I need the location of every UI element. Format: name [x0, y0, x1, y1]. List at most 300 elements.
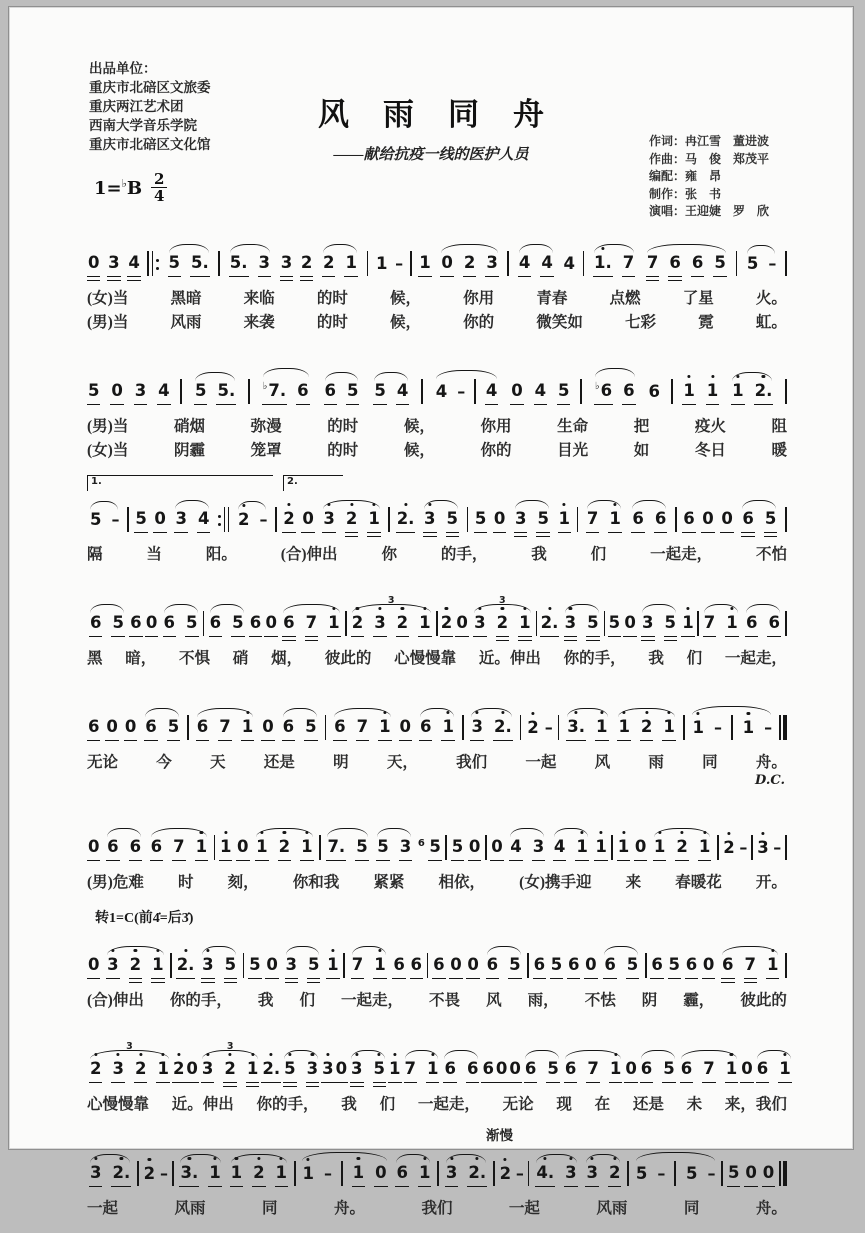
slur-group	[512, 509, 552, 533]
note: 2	[351, 613, 364, 637]
barline	[785, 953, 787, 978]
note: 1	[426, 1059, 439, 1083]
lyric-word: 青春	[536, 290, 568, 307]
lyric-word: 火。	[755, 290, 787, 307]
slur-group	[228, 1163, 290, 1187]
lyric-word: 你用	[480, 418, 512, 435]
octave-dot	[613, 503, 616, 506]
barline	[437, 1161, 439, 1186]
note: 1	[418, 613, 431, 637]
octave-dot	[447, 711, 450, 714]
note: 5	[474, 509, 487, 533]
barline	[445, 835, 447, 860]
barline	[507, 251, 509, 276]
note: 6	[640, 1059, 653, 1083]
note: 1	[698, 837, 711, 861]
lyric-word: 雨	[648, 754, 664, 771]
octave-dot	[283, 831, 286, 834]
note: 1	[378, 717, 391, 741]
octave-dot	[393, 1053, 396, 1056]
note: 5	[304, 717, 317, 741]
note: 2.	[754, 381, 774, 405]
note: 6	[533, 955, 546, 979]
slur-group	[584, 509, 624, 533]
slur-group	[754, 1059, 794, 1083]
bar	[147, 251, 149, 276]
lyric-word: 虹。	[755, 314, 787, 331]
note: 2	[608, 1163, 621, 1187]
note: 0	[335, 1059, 348, 1083]
lyric-word: 在	[594, 1096, 611, 1113]
barline	[785, 379, 787, 404]
octave-dot	[445, 607, 448, 610]
note: 2	[143, 1164, 156, 1187]
octave-dot	[356, 607, 359, 610]
octave-dot	[242, 504, 245, 507]
note: 2	[237, 510, 250, 533]
lyric-word: 一起走，	[417, 1096, 480, 1113]
octave-dot	[575, 711, 578, 714]
octave-dot	[569, 1157, 572, 1160]
credit-line: 制作：张 书	[649, 186, 722, 201]
lyric-word: 我	[648, 650, 664, 667]
octave-dot	[404, 503, 407, 506]
note: 7	[744, 955, 757, 979]
duration-dash: –	[657, 1164, 666, 1183]
lyric-word: 的时	[327, 442, 359, 459]
note: 1	[275, 1163, 288, 1187]
lyric-word: 风	[486, 992, 502, 1009]
barline	[319, 835, 321, 860]
lyric-word: 心慢慢靠	[87, 1096, 150, 1113]
lyric-word: 紧紧	[373, 874, 405, 891]
lyric-word: 一起走，	[724, 650, 787, 667]
slur-group	[227, 253, 273, 277]
credit-line: 作曲：马 俊 郑茂平	[649, 151, 770, 166]
lyric-word: (合)伸出	[87, 992, 144, 1009]
note: 3	[106, 955, 119, 979]
note: 0	[185, 1059, 198, 1083]
octave-dot	[668, 711, 671, 714]
octave-dot	[235, 1157, 238, 1160]
duration-dash: –	[773, 838, 782, 857]
slur-group	[689, 715, 774, 741]
slur-group	[729, 381, 775, 405]
lyric-word: 黑	[87, 650, 103, 667]
octave-dot	[681, 831, 684, 834]
octave-dot	[703, 831, 706, 834]
lyric-word: 我们	[456, 754, 488, 771]
octave-dot	[206, 1053, 209, 1056]
octave-dot	[711, 375, 714, 378]
lyrics-line	[87, 310, 787, 332]
note: 1	[219, 837, 232, 861]
note: 1.	[593, 253, 613, 277]
note: 5	[546, 1059, 559, 1083]
note: 5	[557, 381, 570, 405]
duration-dash: –	[111, 510, 120, 529]
lyric-word: 的时	[316, 290, 348, 307]
note: 2.	[176, 955, 196, 979]
octave-dot	[148, 1158, 151, 1161]
slur-group	[194, 717, 256, 741]
lyric-word: 们	[299, 992, 315, 1009]
note: 1	[418, 1163, 431, 1187]
note: 5	[451, 837, 464, 861]
slur-group	[615, 717, 677, 741]
dc-marking: D.C.	[755, 773, 785, 788]
note: 0	[145, 613, 158, 637]
note: 1	[301, 1164, 314, 1187]
slur-group	[104, 955, 166, 979]
note: 5	[586, 613, 599, 637]
duration-dash: –	[713, 718, 722, 737]
note: 3	[201, 1059, 214, 1083]
lyric-word: 把	[633, 418, 650, 435]
note: 6	[564, 1059, 577, 1083]
note: 5	[446, 509, 459, 533]
octave-dot	[134, 949, 137, 952]
slur-group	[564, 717, 610, 741]
note: 3	[201, 955, 214, 979]
lyric-word: 们	[590, 546, 607, 563]
octave-dot	[270, 1053, 273, 1056]
octave-dot	[111, 949, 114, 952]
note: 0	[236, 837, 249, 861]
note: 1	[766, 955, 779, 979]
note: 5	[373, 1059, 386, 1083]
credit-line: 作词：冉江雪 董进波	[649, 134, 770, 148]
lyric-word: 黑暗	[170, 290, 202, 307]
note: 2	[322, 253, 335, 277]
barline	[275, 507, 277, 532]
note: 1	[326, 955, 339, 979]
note: 4	[197, 509, 210, 533]
slur-group	[199, 1059, 261, 1083]
slur-group	[583, 1163, 623, 1187]
meter-numerator: 2	[151, 172, 167, 188]
lyric-word: 目光	[557, 442, 589, 459]
note: 0	[153, 509, 166, 533]
note: 5	[550, 955, 563, 979]
lyric-word: 风	[594, 754, 611, 771]
note: 4	[396, 381, 409, 405]
note: 3	[445, 1163, 458, 1187]
note: 5	[536, 509, 549, 533]
octave-dot	[251, 1053, 254, 1056]
octave-dot	[373, 503, 376, 506]
lyric-word: 你	[381, 546, 397, 563]
barline	[493, 1161, 495, 1186]
lyric-word: 近。伸出	[478, 650, 541, 667]
note: 6	[419, 717, 432, 741]
slur-group	[104, 837, 144, 861]
octave-dot	[478, 607, 481, 610]
producer-line: 出品单位：	[89, 61, 157, 76]
flat-icon: ♭	[121, 176, 127, 190]
lyric-word: 一起	[525, 754, 557, 771]
note: 6	[603, 955, 616, 979]
note: 0	[265, 955, 278, 979]
note: 0	[399, 717, 412, 741]
octave-dot	[580, 831, 583, 834]
barline	[294, 1161, 296, 1186]
note: 0	[584, 955, 597, 979]
slur-group	[320, 509, 382, 533]
octave-dot	[476, 711, 479, 714]
note: 2	[675, 837, 688, 861]
note: 5	[111, 613, 124, 637]
note: 0	[634, 837, 647, 861]
lyric-word: 雨，	[527, 992, 559, 1009]
note: 0	[623, 613, 636, 637]
lyric-word: 风雨	[174, 1200, 206, 1217]
octave-dot	[139, 1053, 142, 1056]
octave-dot	[730, 1053, 733, 1056]
note: 6	[524, 1059, 537, 1083]
note: 3	[280, 253, 293, 277]
lyric-word: 弥漫	[250, 418, 282, 435]
note: 2	[172, 1059, 185, 1083]
slur-group	[516, 253, 556, 277]
note: 2	[134, 1059, 147, 1083]
notation-row	[87, 579, 787, 637]
octave-dot	[401, 607, 404, 610]
note: 2.	[493, 717, 513, 741]
duration-dash: –	[395, 254, 404, 273]
barline	[343, 953, 345, 978]
barline	[180, 379, 182, 404]
lyric-word: 今	[156, 754, 172, 771]
lyrics-line	[87, 1196, 787, 1218]
note: 1	[617, 837, 630, 861]
bar	[228, 507, 230, 532]
note: 6	[443, 1059, 456, 1083]
note: 6	[209, 613, 222, 637]
slur-group	[324, 837, 370, 861]
note: 2	[89, 1059, 102, 1083]
note: 6	[691, 253, 704, 277]
slur-group	[719, 955, 781, 979]
bar	[224, 507, 226, 532]
slur-group	[172, 509, 212, 533]
key-signature	[94, 177, 142, 199]
octave-dot	[94, 1157, 97, 1160]
note: 3	[473, 613, 486, 637]
note: 2.	[540, 613, 560, 637]
note: 6	[196, 717, 209, 741]
note: 3	[111, 1059, 124, 1083]
flat-icon: ♭	[594, 381, 600, 392]
lyrics-line	[87, 646, 787, 668]
note: ♭6	[594, 377, 613, 405]
note: 2	[252, 1163, 265, 1187]
key-time-signature	[94, 172, 167, 203]
octave-dot	[213, 1157, 216, 1160]
slur-group	[87, 510, 121, 533]
barline	[558, 715, 560, 740]
note: 1	[558, 509, 571, 533]
octave-dot	[601, 247, 604, 250]
slur-group	[199, 955, 239, 979]
lyric-word: 心慢慢靠	[394, 650, 457, 667]
note: 5	[662, 1059, 675, 1083]
song-title	[9, 89, 853, 134]
duration-dash: –	[764, 718, 773, 737]
lyric-word: (男)危难	[87, 874, 144, 891]
octave-dot	[117, 1053, 120, 1056]
barline	[485, 835, 487, 860]
notation-row	[87, 683, 787, 741]
note: 6	[654, 509, 667, 533]
notation-row	[87, 1129, 787, 1187]
note: 6	[721, 955, 734, 979]
lyric-word: 不畏	[429, 992, 461, 1009]
lyric-word: 你的	[480, 442, 512, 459]
note: 5	[635, 1164, 648, 1183]
note: 6	[685, 955, 698, 979]
lyric-word: 七彩	[625, 314, 657, 331]
note: 6	[150, 837, 163, 861]
lyrics-line	[87, 1092, 787, 1114]
note: 5	[307, 955, 320, 979]
slur-group	[507, 837, 547, 861]
note: 0	[624, 1059, 637, 1083]
lyrics-line	[87, 414, 787, 436]
lyrics-line	[87, 988, 787, 1010]
note: 1	[653, 837, 666, 861]
note: 0	[374, 1163, 387, 1187]
barline	[731, 715, 733, 740]
slur-group	[260, 377, 312, 405]
note: 1	[691, 718, 704, 741]
lyric-word: 你的手，	[169, 992, 232, 1009]
lyric-word: 生命	[557, 418, 589, 435]
producer-line: 重庆市北碚区文旅委	[89, 80, 211, 95]
note: 1	[725, 613, 738, 637]
producer-line: 重庆市北碚区文化馆	[89, 137, 211, 152]
note: 1	[575, 837, 588, 861]
note: 1	[681, 613, 694, 637]
grace-note: 6	[417, 838, 425, 849]
octave-dot	[686, 607, 689, 610]
lyric-word: 的手，	[440, 546, 488, 563]
note: 1	[300, 837, 313, 861]
barline	[611, 835, 613, 860]
slur-group	[280, 717, 320, 741]
slur-group	[433, 379, 501, 405]
duration-dash: –	[323, 1164, 332, 1183]
barline	[341, 1161, 343, 1186]
note: 1	[255, 837, 268, 861]
octave-dot	[727, 832, 730, 835]
note: 6	[249, 613, 262, 637]
duration-dash: –	[544, 718, 553, 737]
lyric-word: 同	[261, 1200, 278, 1217]
barline	[248, 379, 250, 404]
octave-dot	[450, 1157, 453, 1160]
modulation-text: 转1=C(前4̇=后3̇)	[95, 911, 194, 926]
lyric-word: 一起	[87, 1200, 119, 1217]
lyric-word: 我	[257, 992, 274, 1009]
lyric-word: 开。	[755, 874, 787, 891]
octave-dot	[305, 831, 308, 834]
music-system	[87, 579, 787, 668]
note: 1	[230, 1163, 243, 1187]
notation-row	[87, 921, 787, 979]
note: 5	[686, 1164, 698, 1183]
note: 1	[441, 717, 454, 741]
lyric-word: 一起走，	[650, 546, 713, 563]
slur-group	[161, 613, 201, 637]
note: 7	[586, 1059, 599, 1083]
lyric-word: 笼罩	[250, 442, 282, 459]
barline	[218, 251, 220, 276]
octave-dot	[260, 831, 263, 834]
barline	[214, 835, 216, 860]
note: 7	[172, 837, 185, 861]
note: 5	[668, 955, 681, 979]
slur-group	[551, 837, 591, 861]
note: 2	[496, 613, 509, 637]
octave-dot	[730, 607, 733, 610]
octave-dot	[94, 1053, 97, 1056]
duration-dash: –	[768, 254, 777, 273]
note: 1	[418, 253, 431, 277]
note: 5.	[190, 253, 210, 277]
barline	[436, 611, 438, 636]
song-title-text: 风雨同舟	[318, 97, 578, 132]
duration-dash: –	[160, 1164, 169, 1183]
note: 0	[762, 1163, 775, 1187]
slur-group	[562, 613, 602, 637]
octave-dot	[600, 711, 603, 714]
slur-group	[192, 381, 238, 405]
song-subtitle: ——献给抗疫一线的医护人员	[333, 147, 529, 163]
repeat-dot	[156, 259, 159, 262]
octave-dot	[288, 1053, 291, 1056]
note: 1	[156, 1059, 169, 1083]
octave-dot	[188, 1157, 191, 1160]
note: 4	[563, 254, 575, 273]
note: 5	[167, 717, 180, 741]
note: 0	[261, 717, 274, 741]
lyric-word: 硝	[232, 650, 249, 667]
note: 1	[327, 613, 340, 637]
note: 2	[223, 1059, 236, 1083]
note: 2	[129, 955, 142, 979]
lyric-word: (女)当	[87, 290, 129, 307]
lyric-word: 候，	[403, 442, 435, 459]
repeat-dot	[156, 267, 159, 270]
note: 1	[617, 717, 630, 741]
duration-dash: –	[515, 1164, 524, 1183]
bar	[783, 715, 787, 740]
slur-group	[638, 1059, 678, 1083]
note: 6	[129, 613, 142, 637]
music-system	[87, 347, 787, 460]
note: 0	[493, 509, 506, 533]
final-barline	[779, 715, 787, 740]
note: 0	[744, 1163, 757, 1187]
note: 6	[486, 955, 499, 979]
lyric-word: 你的手，	[256, 1096, 319, 1113]
barline	[785, 507, 787, 532]
lyric-word: 了星	[682, 290, 714, 307]
barline	[462, 715, 464, 740]
note: 6	[89, 613, 102, 637]
slur-group	[441, 1059, 481, 1083]
